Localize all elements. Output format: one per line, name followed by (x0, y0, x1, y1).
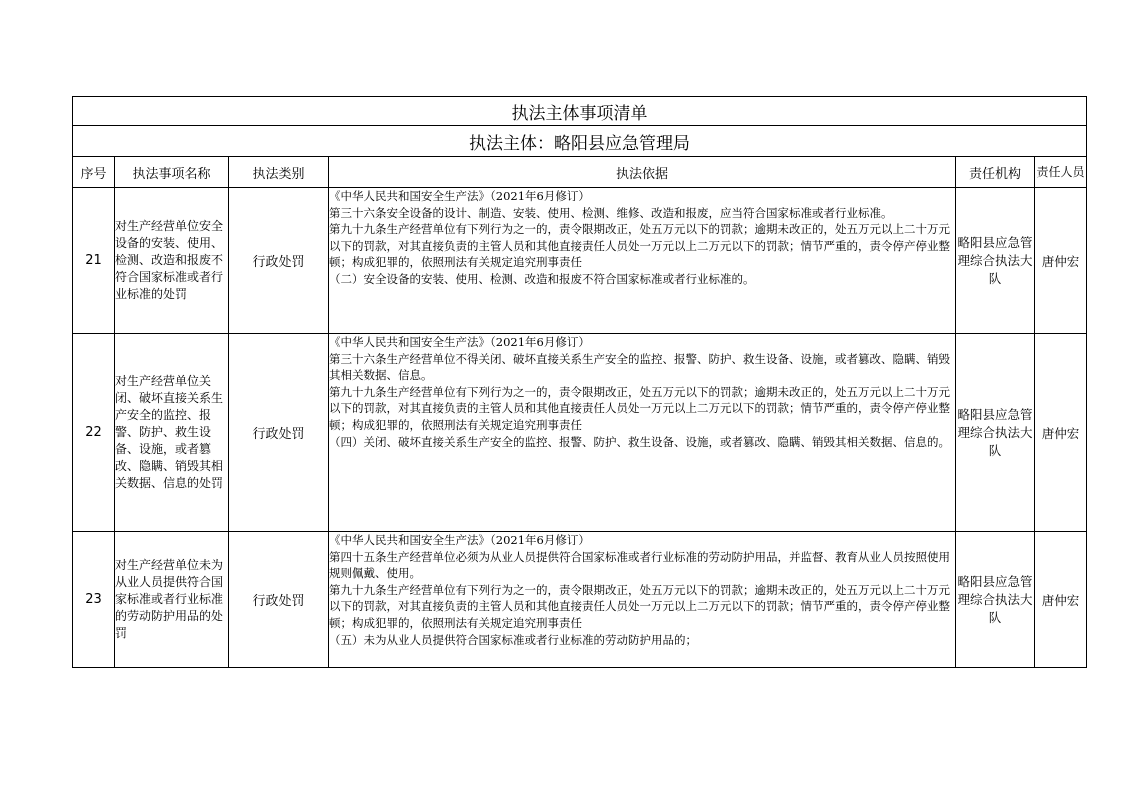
row-category: 行政处罚 (229, 334, 329, 532)
table-row (73, 532, 1087, 668)
row-basis (329, 532, 956, 668)
basis-line: （五）未为从业人员提供符合国家标准或者行业标准的劳动防护用品的； (329, 632, 697, 647)
basis-line: （四）关闭、破坏直接关系生产安全的监控、报警、防护、救生设备、设施，或者篡改、隐瞒、销毁其相关数据、信息的。 (329, 434, 950, 449)
header-name: 执法事项名称 (115, 157, 229, 188)
row-basis (329, 188, 956, 334)
table-row (73, 188, 1087, 334)
header-person: 责任人员 (1035, 157, 1087, 188)
enforcement-table (72, 96, 1087, 668)
table-header-row (73, 157, 1087, 188)
row-seq: 21 (73, 188, 115, 334)
row-person: 唐仲宏 (1035, 334, 1087, 532)
basis-line: 第九十九条生产经营单位有下列行为之一的，责令限期改正，处五万元以下的罚款；逾期未改正的，处五万元以上二十万元以下的罚款，对其直接负责的主管人员和其他直接责任人员处一万元以上二万元以下的罚款；情节严重的，责令停产停业整顿；构成犯罪的，依照刑法有关规定追究刑事责任 (329, 222, 950, 270)
basis-line: 第九十九条生产经营单位有下列行为之一的，责令限期改正，处五万元以下的罚款；逾期未改正的，处五万元以上二十万元以下的罚款，对其直接负责的主管人员和其他直接责任人员处一万元以上二万元以下的罚款；情节严重的，责令停产停业整顿；构成犯罪的，依照刑法有关规定追究刑事责任 (329, 582, 950, 630)
row-org: 略阳县应急管理综合执法大队 (956, 188, 1035, 334)
basis-line: 第三十六条生产经营单位不得关闭、破坏直接关系生产安全的监控、报警、防护、救生设备、设施，或者篡改、隐瞒、销毁其相关数据、信息。 (329, 351, 950, 383)
page-title: 执法主体事项清单 (73, 97, 1087, 126)
row-seq: 23 (73, 532, 115, 668)
header-seq: 序号 (73, 157, 115, 188)
basis-line: 《中华人民共和国安全生产法》（2021年6月修订） (329, 533, 590, 547)
basis-line: 第四十五条生产经营单位必须为从业人员提供符合国家标准或者行业标准的劳动防护用品，并监督、教育从业人员按照使用规则佩戴、使用。 (329, 549, 950, 581)
row-category: 行政处罚 (229, 188, 329, 334)
header-basis: 执法依据 (329, 157, 956, 188)
header-org: 责任机构 (956, 157, 1035, 188)
table-row (73, 334, 1087, 532)
basis-line: 第三十六条安全设备的设计、制造、安装、使用、检测、维修、改造和报废，应当符合国家标准或者行业标准。 (329, 205, 893, 220)
row-name: 对生产经营单位安全设备的安装、使用、检测、改造和报废不符合国家标准或者行业标准的处罚 (115, 188, 229, 334)
row-category: 行政处罚 (229, 532, 329, 668)
row-person: 唐仲宏 (1035, 188, 1087, 334)
page-subtitle: 执法主体：略阳县应急管理局 (73, 126, 1087, 157)
basis-line: 《中华人民共和国安全生产法》（2021年6月修订） (329, 335, 590, 349)
basis-line: 《中华人民共和国安全生产法》（2021年6月修订） (329, 189, 590, 203)
row-basis (329, 334, 956, 532)
basis-line: （二）安全设备的安装、使用、检测、改造和报废不符合国家标准或者行业标准的。 (329, 271, 755, 286)
basis-line: 第九十九条生产经营单位有下列行为之一的，责令限期改正，处五万元以下的罚款；逾期未改正的，处五万元以上二十万元以下的罚款，对其直接负责的主管人员和其他直接责任人员处一万元以上二万元以下的罚款；情节严重的，责令停产停业整顿；构成犯罪的，依照刑法有关规定追究刑事责任 (329, 384, 950, 432)
row-person: 唐仲宏 (1035, 532, 1087, 668)
row-seq: 22 (73, 334, 115, 532)
row-name: 对生产经营单位关闭、破坏直接关系生产安全的监控、报警、防护、救生设备、设施，或者篡改、隐瞒、销毁其相关数据、信息的处罚 (115, 334, 229, 532)
row-org: 略阳县应急管理综合执法大队 (956, 334, 1035, 532)
row-name: 对生产经营单位未为从业人员提供符合国家标准或者行业标准的劳动防护用品的处罚 (115, 532, 229, 668)
row-org: 略阳县应急管理综合执法大队 (956, 532, 1035, 668)
header-category: 执法类别 (229, 157, 329, 188)
